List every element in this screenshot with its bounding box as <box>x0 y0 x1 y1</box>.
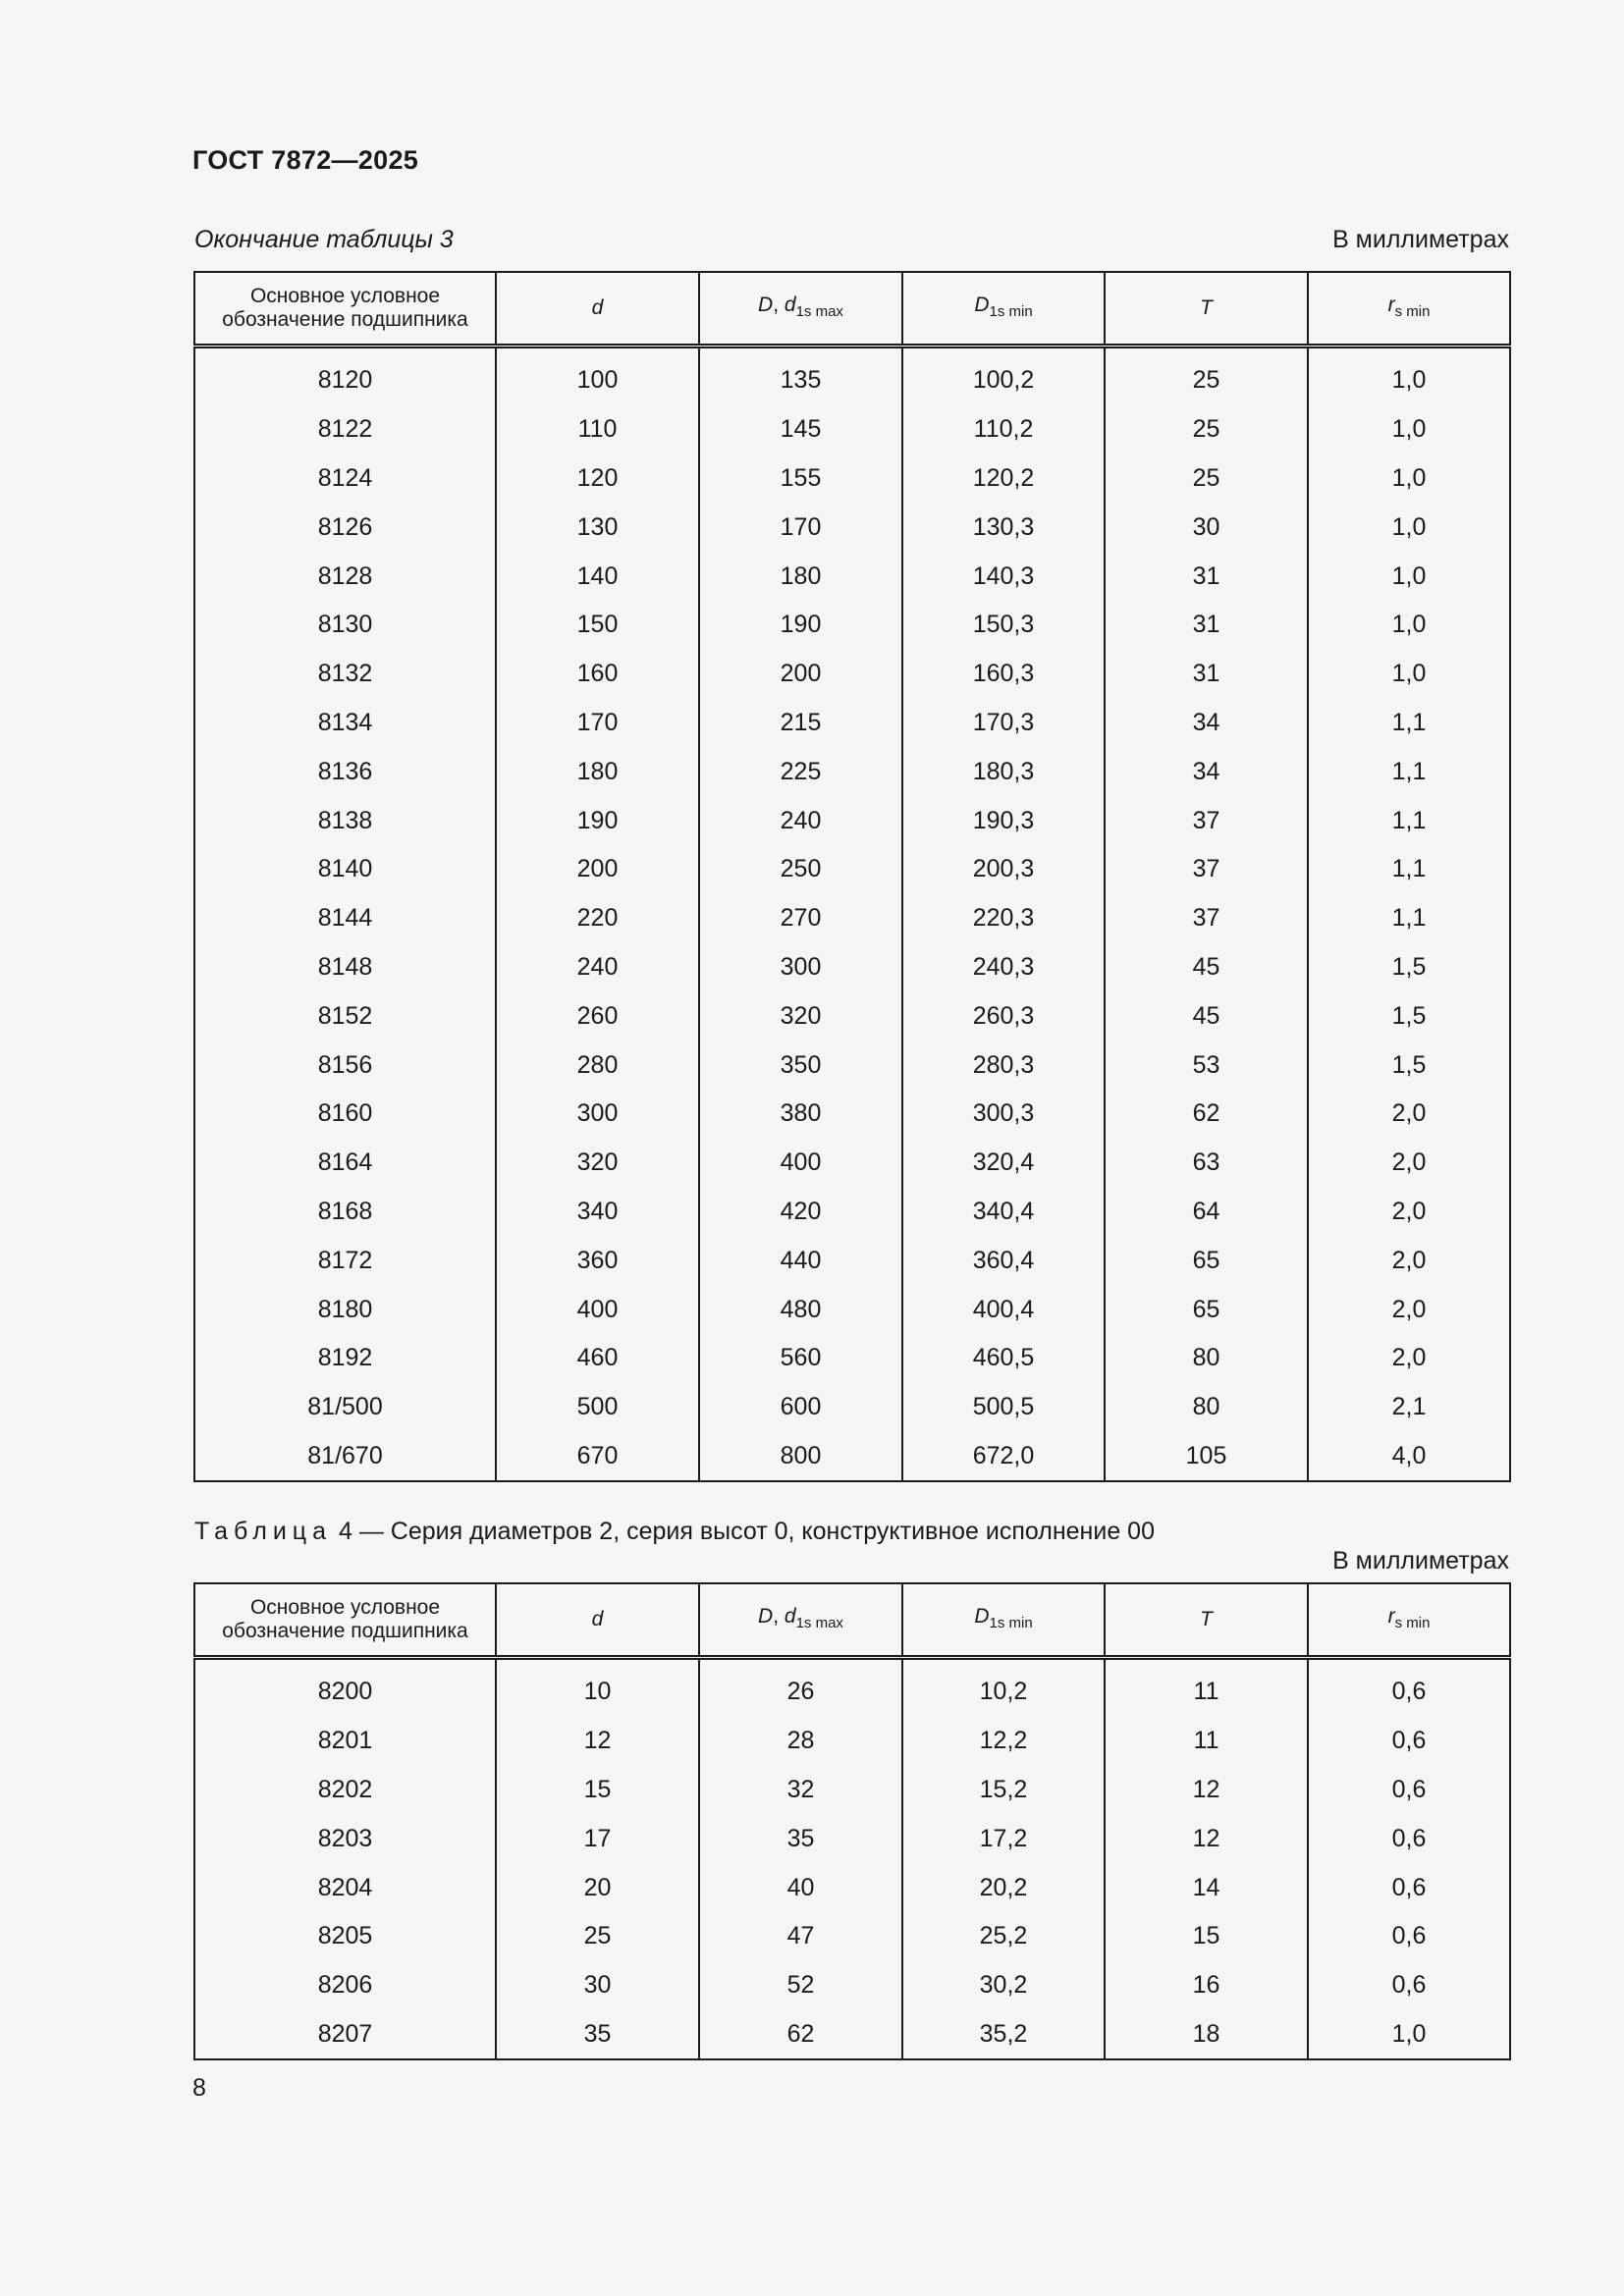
table-cell: 8120 <box>194 347 496 405</box>
table-cell: 12 <box>496 1717 699 1766</box>
table-cell: 12 <box>1105 1814 1308 1863</box>
table-cell: 8168 <box>194 1188 496 1237</box>
table-cell: 1,0 <box>1308 650 1510 699</box>
table-cell: 1,5 <box>1308 943 1510 992</box>
table-cell: 120,2 <box>902 454 1105 504</box>
col-header-d <box>496 272 699 347</box>
table-cell: 25 <box>1105 454 1308 504</box>
table-cell: 190 <box>699 601 902 650</box>
table-cell: 400 <box>699 1139 902 1188</box>
table-row <box>194 1658 1510 1717</box>
table-cell: 30,2 <box>902 1961 1105 2010</box>
table-cell: 150 <box>496 601 699 650</box>
col-header-D1s-min <box>902 1583 1105 1658</box>
table-cell: 45 <box>1105 943 1308 992</box>
symbol-d: d <box>591 296 604 319</box>
table-cell: 64 <box>1105 1188 1308 1237</box>
table-cell: 1,1 <box>1308 845 1510 894</box>
table-cell: 170 <box>699 503 902 552</box>
table-cell: 35,2 <box>902 2010 1105 2060</box>
table-cell: 37 <box>1105 796 1308 845</box>
table-row <box>194 601 1510 650</box>
table-cell: 440 <box>699 1236 902 1285</box>
table-cell: 460,5 <box>902 1334 1105 1383</box>
table-cell: 11 <box>1105 1658 1308 1717</box>
table-cell: 47 <box>699 1912 902 1961</box>
table-row <box>194 1432 1510 1482</box>
table-cell: 20 <box>496 1863 699 1912</box>
table-row <box>194 454 1510 504</box>
table-cell: 2,0 <box>1308 1236 1510 1285</box>
table-row <box>194 1912 1510 1961</box>
table-cell: 8134 <box>194 699 496 748</box>
table-cell: 1,0 <box>1308 2010 1510 2060</box>
table-cell: 25,2 <box>902 1912 1105 1961</box>
table-cell: 135 <box>699 347 902 405</box>
table-cell: 1,0 <box>1308 503 1510 552</box>
table-cell: 340,4 <box>902 1188 1105 1237</box>
table-cell: 15,2 <box>902 1766 1105 1815</box>
table-cell: 25 <box>1105 347 1308 405</box>
table-row <box>194 1285 1510 1334</box>
table-cell: 11 <box>1105 1717 1308 1766</box>
table-cell: 35 <box>699 1814 902 1863</box>
table-cell: 110,2 <box>902 405 1105 454</box>
table-cell: 500 <box>496 1383 699 1432</box>
table-cell: 240,3 <box>902 943 1105 992</box>
table-row <box>194 1814 1510 1863</box>
table-cell: 270 <box>699 894 902 943</box>
table-cell: 140 <box>496 552 699 601</box>
table3 <box>193 271 1511 1482</box>
table-cell: 8192 <box>194 1334 496 1383</box>
table-cell: 1,1 <box>1308 894 1510 943</box>
subscript-s-min: s min <box>1394 302 1431 320</box>
table-cell: 4,0 <box>1308 1432 1510 1482</box>
table-cell: 400 <box>496 1285 699 1334</box>
table-cell: 31 <box>1105 650 1308 699</box>
table-cell: 8205 <box>194 1912 496 1961</box>
table-cell: 65 <box>1105 1285 1308 1334</box>
table-cell: 31 <box>1105 552 1308 601</box>
table-cell: 300 <box>699 943 902 992</box>
symbol-d: d <box>591 1608 604 1630</box>
table-cell: 8128 <box>194 552 496 601</box>
table-cell: 1,1 <box>1308 796 1510 845</box>
table-row <box>194 991 1510 1041</box>
table-cell: 130,3 <box>902 503 1105 552</box>
symbol-d1s: d <box>784 293 796 316</box>
table-cell: 8140 <box>194 845 496 894</box>
table-cell: 140,3 <box>902 552 1105 601</box>
table-cell: 80 <box>1105 1383 1308 1432</box>
table-cell: 320,4 <box>902 1139 1105 1188</box>
table-row <box>194 650 1510 699</box>
table-cell: 260 <box>496 991 699 1041</box>
table-cell: 100,2 <box>902 347 1105 405</box>
col-header-rs-min <box>1308 1583 1510 1658</box>
table-row <box>194 503 1510 552</box>
table-cell: 8172 <box>194 1236 496 1285</box>
symbol-D1s: D <box>974 293 990 316</box>
table-cell: 200 <box>699 650 902 699</box>
table-cell: 200,3 <box>902 845 1105 894</box>
table-cell: 80 <box>1105 1334 1308 1383</box>
table-row <box>194 845 1510 894</box>
subscript-1s-max: 1s max <box>795 302 843 320</box>
table-cell: 12,2 <box>902 1717 1105 1766</box>
table-cell: 8160 <box>194 1090 496 1139</box>
table-cell: 8126 <box>194 503 496 552</box>
table-cell: 10 <box>496 1658 699 1717</box>
table-cell: 52 <box>699 1961 902 2010</box>
table-cell: 15 <box>1105 1912 1308 1961</box>
table-cell: 8203 <box>194 1814 496 1863</box>
table-cell: 35 <box>496 2010 699 2060</box>
table-cell: 8122 <box>194 405 496 454</box>
table-cell: 280 <box>496 1041 699 1090</box>
table-cell: 8124 <box>194 454 496 504</box>
table-row <box>194 796 1510 845</box>
table-row <box>194 552 1510 601</box>
table-cell: 600 <box>699 1383 902 1432</box>
symbol-T: T <box>1200 296 1213 319</box>
table-cell: 480 <box>699 1285 902 1334</box>
table-cell: 2,1 <box>1308 1383 1510 1432</box>
table-cell: 1,0 <box>1308 601 1510 650</box>
table-row <box>194 1090 1510 1139</box>
table-cell: 2,0 <box>1308 1139 1510 1188</box>
col-header-d <box>496 1583 699 1658</box>
table-cell: 1,5 <box>1308 1041 1510 1090</box>
table-cell: 8204 <box>194 1863 496 1912</box>
table-cell: 8206 <box>194 1961 496 2010</box>
table-row <box>194 1041 1510 1090</box>
table-row <box>194 405 1510 454</box>
table-cell: 320 <box>699 991 902 1041</box>
table-row <box>194 747 1510 796</box>
table-cell: 500,5 <box>902 1383 1105 1432</box>
table-cell: 16 <box>1105 1961 1308 2010</box>
table-cell: 8130 <box>194 601 496 650</box>
table-row <box>194 1139 1510 1188</box>
table-cell: 8202 <box>194 1766 496 1815</box>
table-cell: 15 <box>496 1766 699 1815</box>
table-row <box>194 347 1510 405</box>
table-cell: 280,3 <box>902 1041 1105 1090</box>
table-cell: 17,2 <box>902 1814 1105 1863</box>
table-cell: 0,6 <box>1308 1814 1510 1863</box>
table-cell: 10,2 <box>902 1658 1105 1717</box>
table-row <box>194 894 1510 943</box>
table-cell: 20,2 <box>902 1863 1105 1912</box>
table-cell: 81/670 <box>194 1432 496 1482</box>
table-cell: 34 <box>1105 699 1308 748</box>
table4-caption <box>194 1518 1155 1546</box>
table-cell: 400,4 <box>902 1285 1105 1334</box>
symbol-r: r <box>1387 1604 1395 1628</box>
table-cell: 53 <box>1105 1041 1308 1090</box>
table-cell: 170 <box>496 699 699 748</box>
table-cell: 1,0 <box>1308 552 1510 601</box>
table-cell: 32 <box>699 1766 902 1815</box>
table-cell: 0,6 <box>1308 1658 1510 1717</box>
table-cell: 180 <box>496 747 699 796</box>
table-cell: 340 <box>496 1188 699 1237</box>
table-cell: 170,3 <box>902 699 1105 748</box>
table-cell: 8164 <box>194 1139 496 1188</box>
table-cell: 240 <box>699 796 902 845</box>
table-cell: 800 <box>699 1432 902 1482</box>
subscript-1s-max: 1s max <box>795 1614 843 1631</box>
subscript-1s-min: 1s min <box>989 302 1033 320</box>
table-cell: 560 <box>699 1334 902 1383</box>
table-cell: 18 <box>1105 2010 1308 2060</box>
table-cell: 350 <box>699 1041 902 1090</box>
table-cell: 25 <box>1105 405 1308 454</box>
table-cell: 190 <box>496 796 699 845</box>
table-cell: 100 <box>496 347 699 405</box>
table-cell: 155 <box>699 454 902 504</box>
subscript-s-min: s min <box>1394 1614 1431 1631</box>
table-cell: 1,1 <box>1308 747 1510 796</box>
table-cell: 180,3 <box>902 747 1105 796</box>
table-cell: 2,0 <box>1308 1090 1510 1139</box>
subscript-1s-min: 1s min <box>989 1614 1033 1631</box>
table-cell: 220 <box>496 894 699 943</box>
table-cell: 8156 <box>194 1041 496 1090</box>
table-cell: 2,0 <box>1308 1334 1510 1383</box>
table-cell: 30 <box>1105 503 1308 552</box>
table-cell: 1,1 <box>1308 699 1510 748</box>
symbol-D: D <box>758 293 774 316</box>
table-cell: 2,0 <box>1308 1285 1510 1334</box>
table-cell: 200 <box>496 845 699 894</box>
table-cell: 34 <box>1105 747 1308 796</box>
table-row <box>194 1383 1510 1432</box>
table-cell: 460 <box>496 1334 699 1383</box>
table-cell: 1,0 <box>1308 405 1510 454</box>
col-header-D-d1s-max: D, $d_{1s max}$ <box>699 1583 902 1658</box>
col-header-designation: Основное условное обозначение подшипника <box>194 1583 496 1658</box>
table-cell: 8136 <box>194 747 496 796</box>
table-cell: 0,6 <box>1308 1766 1510 1815</box>
table-cell: 105 <box>1105 1432 1308 1482</box>
col-header-T <box>1105 1583 1308 1658</box>
table-cell: 8132 <box>194 650 496 699</box>
table-row <box>194 2010 1510 2060</box>
table-cell: 1,0 <box>1308 347 1510 405</box>
table4-header-row <box>194 1583 1510 1658</box>
symbol-d1s: d <box>784 1604 796 1628</box>
table-cell: 37 <box>1105 894 1308 943</box>
table-cell: 40 <box>699 1863 902 1912</box>
table-row <box>194 1863 1510 1912</box>
table-cell: 0,6 <box>1308 1961 1510 2010</box>
table4-units: В миллиметрах <box>1332 1547 1509 1575</box>
table3-caption: Окончание таблицы 3 <box>194 226 454 253</box>
table-cell: 380 <box>699 1090 902 1139</box>
table-row <box>194 1236 1510 1285</box>
table-row <box>194 943 1510 992</box>
symbol-r: r <box>1387 293 1395 316</box>
table-cell: 8200 <box>194 1658 496 1717</box>
table4-label: Таблица <box>194 1518 333 1545</box>
table-cell: 240 <box>496 943 699 992</box>
table-row <box>194 1961 1510 2010</box>
table-cell: 8144 <box>194 894 496 943</box>
table-cell: 14 <box>1105 1863 1308 1912</box>
table-cell: 1,5 <box>1308 991 1510 1041</box>
symbol-T: T <box>1200 1608 1213 1630</box>
table-cell: 63 <box>1105 1139 1308 1188</box>
table-cell: 81/500 <box>194 1383 496 1432</box>
table-row <box>194 1766 1510 1815</box>
table-cell: 65 <box>1105 1236 1308 1285</box>
table-cell: 220,3 <box>902 894 1105 943</box>
table3-header-row <box>194 272 1510 347</box>
table3-units: В миллиметрах <box>1332 226 1509 253</box>
table-cell: 8180 <box>194 1285 496 1334</box>
table-cell: 672,0 <box>902 1432 1105 1482</box>
table-cell: 17 <box>496 1814 699 1863</box>
page-number: 8 <box>192 2074 206 2102</box>
table-cell: 62 <box>1105 1090 1308 1139</box>
table-cell: 31 <box>1105 601 1308 650</box>
table-cell: 180 <box>699 552 902 601</box>
table4 <box>193 1582 1511 2060</box>
table-cell: 360,4 <box>902 1236 1105 1285</box>
col-header-designation: Основное условное обозначение подшипника <box>194 272 496 347</box>
table-cell: 0,6 <box>1308 1863 1510 1912</box>
table-cell: 110 <box>496 405 699 454</box>
table-cell: 8152 <box>194 991 496 1041</box>
table-cell: 2,0 <box>1308 1188 1510 1237</box>
table-row <box>194 699 1510 748</box>
table-cell: 26 <box>699 1658 902 1717</box>
table-cell: 670 <box>496 1432 699 1482</box>
table-row <box>194 1717 1510 1766</box>
table-cell: 130 <box>496 503 699 552</box>
col-header-D1s-min <box>902 272 1105 347</box>
table-cell: 225 <box>699 747 902 796</box>
table-cell: 215 <box>699 699 902 748</box>
table-cell: 190,3 <box>902 796 1105 845</box>
table-cell: 420 <box>699 1188 902 1237</box>
symbol-D1s: D <box>974 1604 990 1628</box>
table-cell: 300,3 <box>902 1090 1105 1139</box>
table-cell: 8207 <box>194 2010 496 2060</box>
col-header-T <box>1105 272 1308 347</box>
table-cell: 300 <box>496 1090 699 1139</box>
table-cell: 360 <box>496 1236 699 1285</box>
table-cell: 62 <box>699 2010 902 2060</box>
table-cell: 150,3 <box>902 601 1105 650</box>
table-cell: 0,6 <box>1308 1717 1510 1766</box>
table-cell: 45 <box>1105 991 1308 1041</box>
table-cell: 1,0 <box>1308 454 1510 504</box>
table-cell: 30 <box>496 1961 699 2010</box>
col-header-D-d1s-max: D, $d_{1s max}$ <box>699 272 902 347</box>
table-cell: 250 <box>699 845 902 894</box>
table-cell: 160 <box>496 650 699 699</box>
col-header-rs-min <box>1308 272 1510 347</box>
table-row <box>194 1188 1510 1237</box>
table-cell: 37 <box>1105 845 1308 894</box>
document-header: ГОСТ 7872—2025 <box>192 145 419 175</box>
table-cell: 25 <box>496 1912 699 1961</box>
table-cell: 320 <box>496 1139 699 1188</box>
table-cell: 12 <box>1105 1766 1308 1815</box>
table-cell: 145 <box>699 405 902 454</box>
table-cell: 8138 <box>194 796 496 845</box>
table-cell: 8201 <box>194 1717 496 1766</box>
table-row <box>194 1334 1510 1383</box>
table-cell: 160,3 <box>902 650 1105 699</box>
table-cell: 28 <box>699 1717 902 1766</box>
table4-title: 4 — Серия диаметров 2, серия высот 0, конструктивное исполнение 00 <box>332 1518 1155 1545</box>
table-cell: 8148 <box>194 943 496 992</box>
table-cell: 120 <box>496 454 699 504</box>
table-cell: 260,3 <box>902 991 1105 1041</box>
table-cell: 0,6 <box>1308 1912 1510 1961</box>
symbol-D: D <box>758 1604 774 1628</box>
